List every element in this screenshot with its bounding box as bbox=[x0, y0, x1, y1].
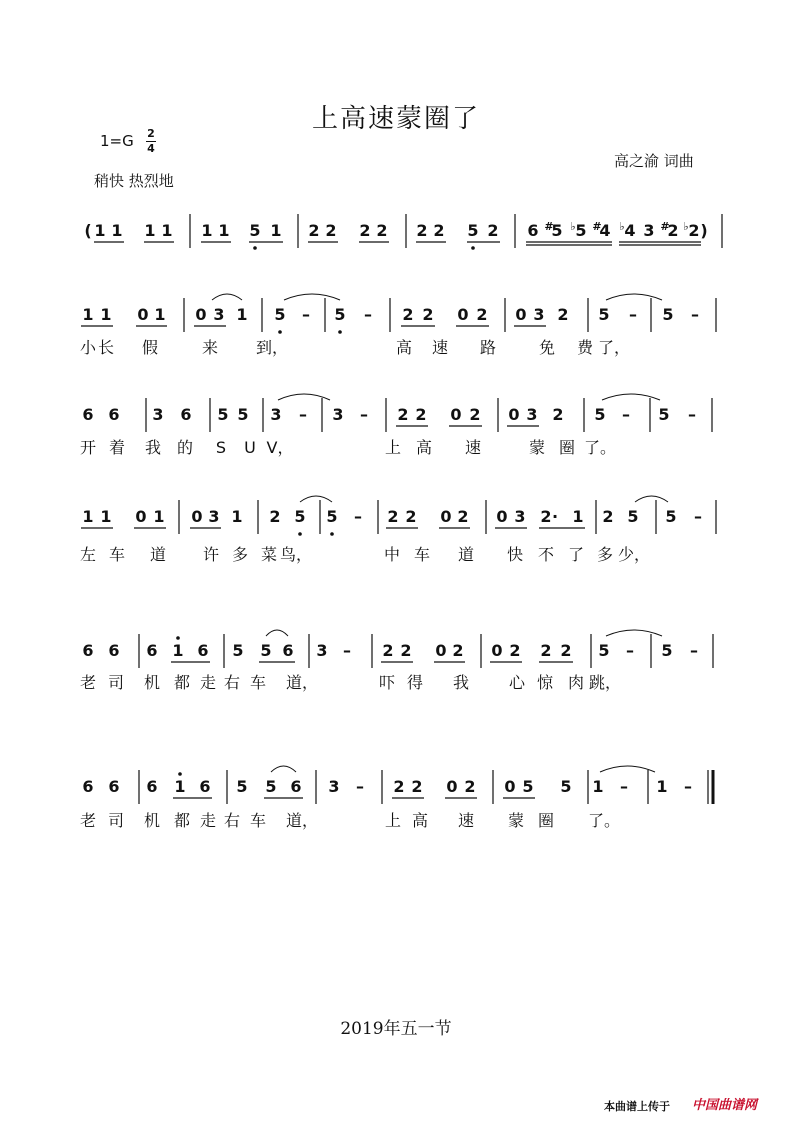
melody-note: 6 bbox=[108, 405, 120, 424]
melody-note: 3 bbox=[332, 405, 344, 424]
melody-note: 3 bbox=[213, 305, 225, 324]
intro-note: 1 bbox=[270, 221, 282, 240]
melody-note: 5 bbox=[236, 777, 248, 796]
lyric-char: 吓 bbox=[378, 673, 396, 692]
lyric-char: 肉 bbox=[567, 673, 585, 692]
octave-dot bbox=[471, 246, 475, 250]
melody-note: 1 bbox=[153, 507, 165, 526]
melody-note: 1 bbox=[100, 305, 112, 324]
lyric-char: 速 bbox=[464, 438, 482, 457]
lyric-char: 跳， bbox=[588, 673, 622, 692]
melody-note: 2 bbox=[382, 641, 394, 660]
lyric-char: 快 bbox=[506, 545, 524, 564]
melody-note: 5 bbox=[294, 507, 306, 526]
melody-note: 2 bbox=[387, 507, 399, 526]
melody-note: 0 bbox=[191, 507, 203, 526]
lyric-char: 高 bbox=[395, 338, 413, 357]
dash-mark: – bbox=[620, 777, 628, 796]
lyric-char: 多 bbox=[231, 545, 249, 564]
lyric-char: 走 bbox=[199, 811, 217, 830]
lyric-char: 左 bbox=[79, 545, 97, 564]
lyric-char: U bbox=[244, 438, 256, 457]
dash-mark: – bbox=[691, 305, 699, 324]
melody-note: 2 bbox=[602, 507, 614, 526]
lyric-char: 道， bbox=[285, 811, 319, 830]
tie-slur bbox=[606, 630, 662, 636]
melody-note: 6 bbox=[197, 641, 209, 660]
tie-slur bbox=[266, 630, 288, 636]
tie-slur bbox=[635, 496, 668, 502]
lyric-char: 开 bbox=[79, 438, 97, 457]
melody-note: 3 bbox=[533, 305, 545, 324]
melody-note: 5 bbox=[232, 641, 244, 660]
lyric-char: 机 bbox=[143, 811, 161, 830]
dash-mark: – bbox=[343, 641, 351, 660]
melody-note: 5 bbox=[217, 405, 229, 424]
upload-credit: 本曲谱上传于 bbox=[604, 1100, 670, 1113]
lyric-char: 我 bbox=[452, 673, 470, 692]
lyric-char: 了 bbox=[567, 545, 585, 564]
lyric-char: V， bbox=[266, 438, 294, 457]
melody-note: 6 bbox=[108, 641, 120, 660]
dash-mark: – bbox=[360, 405, 368, 424]
melody-note: 0 bbox=[446, 777, 458, 796]
dash-mark: – bbox=[364, 305, 372, 324]
lyric-char: 都 bbox=[173, 673, 191, 692]
melody-note: 6 bbox=[199, 777, 211, 796]
intro-note: 3 bbox=[643, 221, 655, 240]
site-logo: 中国曲谱网 bbox=[692, 1098, 758, 1113]
lyric-char: 免 bbox=[538, 338, 556, 357]
lyric-char: 速 bbox=[431, 338, 449, 357]
melody-note: 1 bbox=[174, 777, 186, 796]
melody-note: 6 bbox=[180, 405, 192, 424]
melody-note: 1 bbox=[154, 305, 166, 324]
melody-note: 5 bbox=[665, 507, 677, 526]
lyric-char: 鸟， bbox=[279, 545, 313, 564]
lyric-char: 速 bbox=[457, 811, 475, 830]
melody-note: 2 bbox=[476, 305, 488, 324]
melody-note: 2 bbox=[540, 507, 552, 526]
paren-close: ) bbox=[700, 221, 708, 240]
lyric-char: S bbox=[215, 438, 227, 457]
melody-note: 5 bbox=[260, 641, 272, 660]
intro-note: 1 bbox=[94, 221, 106, 240]
lyric-char: 许 bbox=[202, 545, 220, 564]
melody-note: 1 bbox=[172, 641, 184, 660]
melody-note: 3 bbox=[152, 405, 164, 424]
lyric-char: 老 bbox=[79, 673, 97, 692]
lyric-char: 司 bbox=[107, 811, 125, 830]
lyric-char: 右 bbox=[223, 811, 241, 830]
intro-note: 1 bbox=[218, 221, 230, 240]
augmentation-dot: · bbox=[551, 507, 559, 526]
melody-note: 2 bbox=[269, 507, 281, 526]
melody-note: 5 bbox=[326, 507, 338, 526]
melody-note: 0 bbox=[457, 305, 469, 324]
lyric-char: 车 bbox=[108, 545, 126, 564]
melody-note: 5 bbox=[627, 507, 639, 526]
intro-note: 4 bbox=[599, 221, 611, 240]
melody-note: 5 bbox=[598, 641, 610, 660]
lyric-char: 蒙 bbox=[507, 811, 525, 830]
intro-note: 5 bbox=[575, 221, 587, 240]
lyric-char: 了。 bbox=[587, 811, 621, 830]
melody-note: 6 bbox=[146, 641, 158, 660]
melody-note: 0 bbox=[504, 777, 516, 796]
intro-note: 1 bbox=[144, 221, 156, 240]
intro-note: 2 bbox=[416, 221, 428, 240]
tempo-marking: 稍快 热烈地 bbox=[94, 172, 174, 190]
lyric-char: 惊 bbox=[536, 673, 554, 692]
melody-note: 6 bbox=[108, 777, 120, 796]
melody-note: 2 bbox=[469, 405, 481, 424]
lyric-char: 高 bbox=[415, 438, 433, 457]
melody-note: 2 bbox=[411, 777, 423, 796]
melody-note: 1 bbox=[82, 507, 94, 526]
dash-mark: – bbox=[688, 405, 696, 424]
melody-note: 1 bbox=[592, 777, 604, 796]
melody-note: 0 bbox=[496, 507, 508, 526]
lyric-char: 上 bbox=[384, 811, 402, 830]
melody-note: 3 bbox=[316, 641, 328, 660]
melody-note: 0 bbox=[491, 641, 503, 660]
intro-note: 2 bbox=[487, 221, 499, 240]
melody-note: 0 bbox=[440, 507, 452, 526]
melody-note: 5 bbox=[598, 305, 610, 324]
intro-note: 4 bbox=[624, 221, 636, 240]
melody-note: 5 bbox=[522, 777, 534, 796]
tie-slur bbox=[271, 766, 296, 772]
tie-slur bbox=[600, 766, 655, 772]
melody-note: 1 bbox=[82, 305, 94, 324]
octave-dot bbox=[253, 246, 257, 250]
dash-mark: – bbox=[354, 507, 362, 526]
octave-dot bbox=[176, 636, 180, 640]
tie-slur bbox=[300, 496, 332, 502]
melody-note: 1 bbox=[100, 507, 112, 526]
intro-note: 2 bbox=[359, 221, 371, 240]
lyric-char: 的 bbox=[176, 438, 194, 457]
melody-note: 1 bbox=[656, 777, 668, 796]
tie-slur bbox=[602, 394, 660, 400]
melody-note: 2 bbox=[557, 305, 569, 324]
lyric-char: 道 bbox=[149, 545, 167, 564]
lyric-char: 到， bbox=[255, 338, 289, 357]
melody-note: 3 bbox=[328, 777, 340, 796]
lyric-char: 假 bbox=[141, 338, 159, 357]
lyric-char: 不 bbox=[537, 545, 555, 564]
melody-note: 5 bbox=[237, 405, 249, 424]
lyric-char: 了， bbox=[597, 338, 631, 357]
octave-dot bbox=[178, 772, 182, 776]
intro-note: 2 bbox=[308, 221, 320, 240]
lyric-char: 圈 bbox=[537, 811, 555, 830]
melody-note: 0 bbox=[135, 507, 147, 526]
intro-note: 6 bbox=[527, 221, 539, 240]
melody-note: 2 bbox=[552, 405, 564, 424]
lyric-char: 圈 bbox=[558, 438, 576, 457]
lyric-char: 菜 bbox=[260, 545, 278, 564]
lyric-char: 车 bbox=[249, 811, 267, 830]
melody-note: 0 bbox=[450, 405, 462, 424]
melody-note: 5 bbox=[658, 405, 670, 424]
octave-dot bbox=[298, 532, 302, 536]
melody-note: 3 bbox=[208, 507, 220, 526]
lyric-char: 少， bbox=[617, 545, 651, 564]
octave-dot bbox=[278, 330, 282, 334]
melody-note: 1 bbox=[236, 305, 248, 324]
lyric-char: 小 bbox=[79, 338, 97, 357]
melody-note: 2 bbox=[393, 777, 405, 796]
melody-note: 2 bbox=[509, 641, 521, 660]
melody-note: 5 bbox=[274, 305, 286, 324]
lyric-char: 长 bbox=[97, 338, 115, 357]
dash-mark: – bbox=[356, 777, 364, 796]
intro-note: 1 bbox=[111, 221, 123, 240]
lyric-char: 右 bbox=[223, 673, 241, 692]
melody-note: 2 bbox=[540, 641, 552, 660]
melody-note: 0 bbox=[195, 305, 207, 324]
lyric-char: 多 bbox=[596, 545, 614, 564]
melody-note: 2 bbox=[464, 777, 476, 796]
lyric-char: 司 bbox=[107, 673, 125, 692]
lyric-char: 道， bbox=[285, 673, 319, 692]
lyric-char: 高 bbox=[411, 811, 429, 830]
lyric-char: 着 bbox=[108, 438, 126, 457]
melody-note: 2 bbox=[405, 507, 417, 526]
melody-note: 3 bbox=[270, 405, 282, 424]
dash-mark: – bbox=[684, 777, 692, 796]
octave-dot bbox=[338, 330, 342, 334]
intro-note: 5 bbox=[467, 221, 479, 240]
melody-note: 0 bbox=[508, 405, 520, 424]
flat-sign: ♭ bbox=[683, 220, 689, 233]
dash-mark: – bbox=[622, 405, 630, 424]
melody-note: 5 bbox=[661, 641, 673, 660]
intro-note: 5 bbox=[249, 221, 261, 240]
melody-note: 6 bbox=[82, 641, 94, 660]
dash-mark: – bbox=[302, 305, 310, 324]
song-title: 上高速蒙圈了 bbox=[311, 104, 480, 134]
dash-mark: – bbox=[629, 305, 637, 324]
tie-slur bbox=[606, 294, 662, 300]
melody-note: 2 bbox=[400, 641, 412, 660]
intro-note: 1 bbox=[161, 221, 173, 240]
melody-note: 5 bbox=[560, 777, 572, 796]
lyric-char: 车 bbox=[413, 545, 431, 564]
intro-note: 2 bbox=[433, 221, 445, 240]
lyric-char: 得 bbox=[406, 673, 424, 692]
melody-note: 5 bbox=[594, 405, 606, 424]
melody-note: 2 bbox=[452, 641, 464, 660]
time-signature-bottom: 4 bbox=[147, 142, 155, 155]
lyric-char: 了。 bbox=[583, 438, 617, 457]
key-signature: 1=G bbox=[100, 132, 134, 150]
lyric-char: 老 bbox=[79, 811, 97, 830]
melody-note: 0 bbox=[137, 305, 149, 324]
melody-note: 3 bbox=[514, 507, 526, 526]
dash-mark: – bbox=[694, 507, 702, 526]
tie-slur bbox=[212, 294, 242, 300]
sharp-sign: # bbox=[660, 220, 670, 233]
lyric-char: 中 bbox=[383, 545, 401, 564]
melody-note: 5 bbox=[265, 777, 277, 796]
lyric-char: 走 bbox=[199, 673, 217, 692]
lyric-char: 都 bbox=[173, 811, 191, 830]
melody-note: 2 bbox=[397, 405, 409, 424]
author-credit: 高之渝 词曲 bbox=[614, 152, 694, 170]
intro-note: 2 bbox=[688, 221, 700, 240]
intro-note: 2 bbox=[325, 221, 337, 240]
melody-note: 6 bbox=[290, 777, 302, 796]
lyric-char: 来 bbox=[201, 338, 219, 357]
melody-note: 2 bbox=[415, 405, 427, 424]
melody-note: 0 bbox=[435, 641, 447, 660]
melody-note: 2 bbox=[560, 641, 572, 660]
melody-note: 6 bbox=[146, 777, 158, 796]
lyric-char: 机 bbox=[143, 673, 161, 692]
melody-note: 5 bbox=[662, 305, 674, 324]
dash-mark: – bbox=[690, 641, 698, 660]
lyric-char: 上 bbox=[384, 438, 402, 457]
melody-note: 1 bbox=[231, 507, 243, 526]
melody-note: 6 bbox=[282, 641, 294, 660]
lyric-char: 蒙 bbox=[528, 438, 546, 457]
intro-note: 5 bbox=[551, 221, 563, 240]
melody-note: 1 bbox=[572, 507, 584, 526]
flat-sign: ♭ bbox=[570, 220, 576, 233]
melody-note: 6 bbox=[82, 405, 94, 424]
date-footer: 2019年五一节 bbox=[340, 1019, 452, 1039]
sharp-sign: # bbox=[544, 220, 554, 233]
lyric-char: 心 bbox=[508, 673, 526, 692]
melody-note: 0 bbox=[515, 305, 527, 324]
intro-note: 2 bbox=[667, 221, 679, 240]
sharp-sign: # bbox=[592, 220, 602, 233]
dash-mark: – bbox=[626, 641, 634, 660]
tie-slur bbox=[284, 294, 340, 300]
time-signature-top: 2 bbox=[147, 127, 155, 140]
lyric-char: 车 bbox=[249, 673, 267, 692]
lyric-char: 我 bbox=[144, 438, 162, 457]
intro-note: 2 bbox=[376, 221, 388, 240]
melody-note: 5 bbox=[334, 305, 346, 324]
lyric-char: 道 bbox=[457, 545, 475, 564]
melody-note: 2 bbox=[402, 305, 414, 324]
lyric-char: 路 bbox=[479, 338, 497, 357]
melody-note: 2 bbox=[457, 507, 469, 526]
intro-note: 1 bbox=[201, 221, 213, 240]
paren-open: ( bbox=[84, 221, 92, 240]
dash-mark: – bbox=[299, 405, 307, 424]
flat-sign: ♭ bbox=[619, 220, 625, 233]
lyric-char: 费 bbox=[576, 338, 594, 357]
melody-note: 6 bbox=[82, 777, 94, 796]
melody-note: 3 bbox=[526, 405, 538, 424]
melody-note: 2 bbox=[422, 305, 434, 324]
octave-dot bbox=[330, 532, 334, 536]
